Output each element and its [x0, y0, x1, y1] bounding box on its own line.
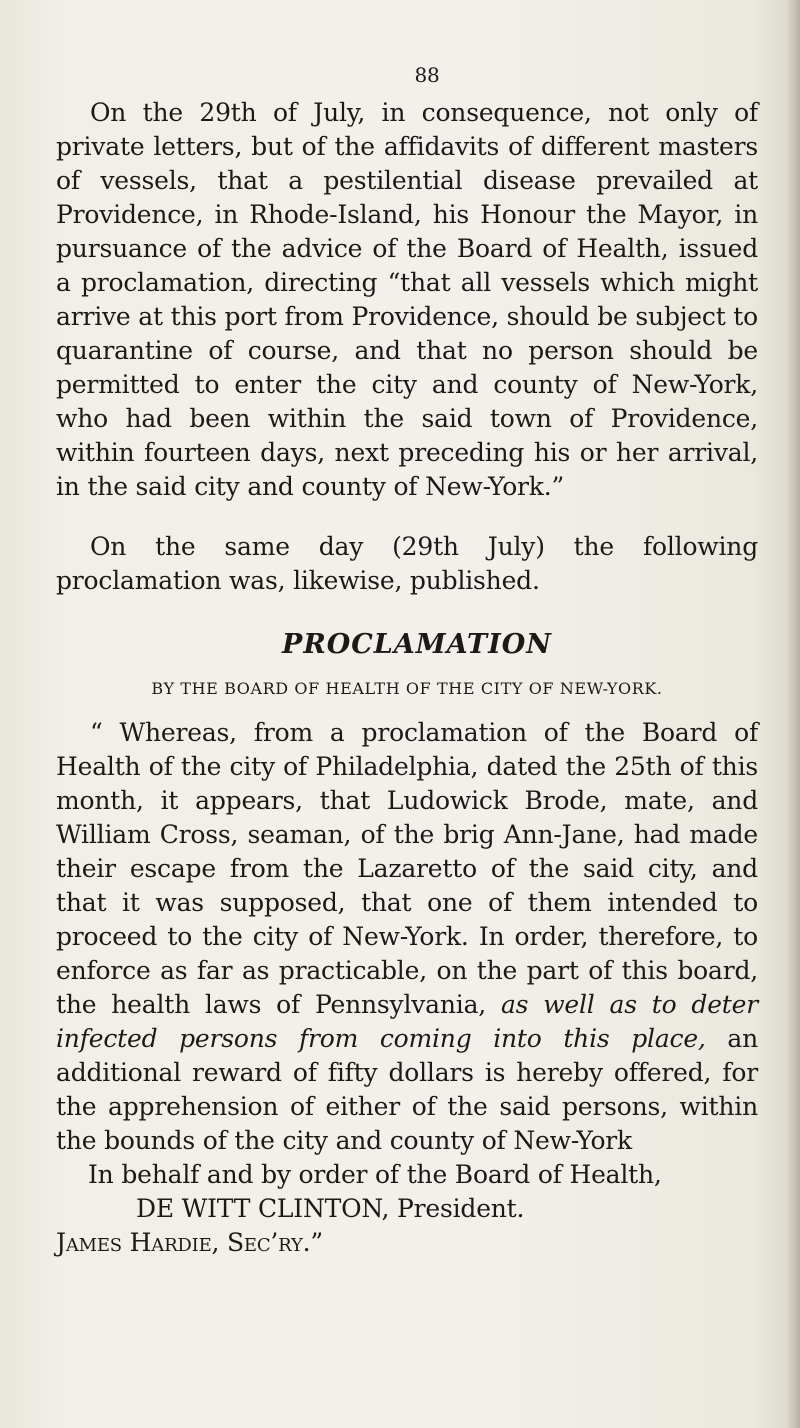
- proclamation-heading: PROCLAMATION: [282, 629, 552, 660]
- signoff-president: DE WITT CLINTON, President.: [136, 1194, 525, 1223]
- proclamation-body: [56, 716, 758, 1158]
- paragraph-same-day: On the same day (29th July) the following proclamation was, likewise, published.: [56, 532, 758, 595]
- proclamation-subheading: BY THE BOARD OF HEALTH OF THE CITY OF NEW-YORK.: [151, 679, 663, 698]
- signoff-secretary: James Hardie, Sec’ry.”: [56, 1228, 323, 1257]
- page-text: [56, 60, 758, 1260]
- proclamation-body-start: “ Whereas, from a proclamation of the Board of Health of the city of Philadelphia, dated the 25th of this month, it appears, that Ludowick Brode, mate, and William Cross, seaman, of the brig Ann-Jane, had made their escape from the Lazaretto of the said city, and that it was supposed, that one of them intended to proceed to the city of New-York. In order, therefore, to enforce as far as practicable, on the part of this board, the health laws of Pennsylvania,: [56, 718, 758, 1019]
- proclamation-body-end: an additional reward of fifty dollars is hereby offered, for the apprehension of either of the said persons, within the bounds of the city and county of New-York: [56, 1024, 758, 1155]
- proclamation-body-italic: as well as to deter infected persons from coming into this place,: [56, 990, 758, 1053]
- paragraph-quarantine: On the 29th of July, in consequence, not only of private letters, but of the affidavits of different masters of vessels, that a pestilential disease prevailed at Providence, in Rhode-Island, his Honour the Mayor, in pursuance of the advice of the Board of Health, issued a proclamation, directing “that all vessels which might arrive at this port from Providence, should be subject to quarantine of course, and that no person should be permitted to enter the city and county of New-York, who had been within the said town of Providence, within fourteen days, next preceding his or her arrival, in the said city and county of New-York.”: [56, 98, 758, 501]
- signoff-authority: In behalf and by order of the Board of Health,: [88, 1160, 662, 1189]
- page-edge-shadow: [786, 0, 800, 1428]
- page-number: 88: [414, 63, 440, 87]
